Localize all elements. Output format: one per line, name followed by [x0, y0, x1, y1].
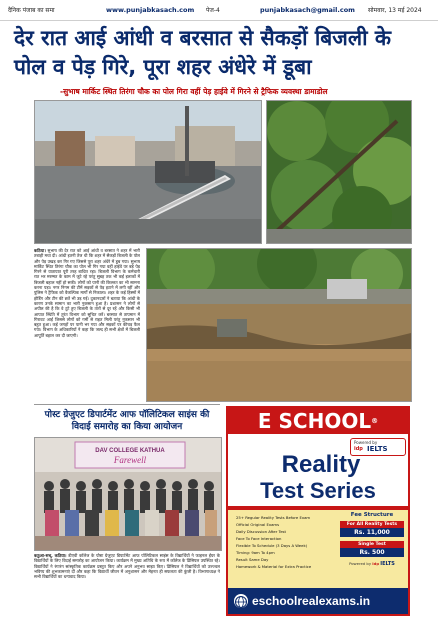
- ad-fee-box: [340, 512, 404, 586]
- masthead-email[interactable]: punjabkasach@gmail.com: [260, 6, 355, 14]
- main-story-dateline: कठिया।: [34, 248, 46, 253]
- globe-icon: [234, 594, 248, 608]
- ad-brand: E SCHOOL: [257, 409, 372, 433]
- ad-feature: • Result Same Day: [236, 556, 344, 563]
- eschool-ad[interactable]: [226, 406, 410, 616]
- main-subhead: -सुभाष मार्किट स्थित तिरंगा चौक का पोल गिरा वहीं पेड़ हाईवे में गिरने से ट्रैफिक व्यवस्था डामाडोल: [60, 87, 328, 96]
- ad-website[interactable]: eschoolrealexams.in: [252, 594, 371, 608]
- farewell-title: पोस्ट ग्रेजुएट डिपार्टमेंट आफ पॉलिटिकल साइंस की विदाई समारोह का किया आयोजन: [44, 410, 210, 432]
- ad-features: [230, 514, 344, 570]
- farewell-dateline: कठुआ-सच्, कठिया।: [34, 553, 67, 558]
- ad-powered-footer-label: Powered by: [349, 561, 372, 566]
- ad-title-1: Reality: [281, 451, 361, 478]
- farewell-text: [34, 553, 220, 613]
- ad-fee-all-price: Rs. 11,000: [340, 528, 404, 537]
- ad-partner-prefix-footer: idp: [372, 561, 380, 566]
- ad-fee-single-price: Rs. 500: [340, 548, 404, 557]
- ad-feature: • Face To Face Interaction: [236, 535, 344, 542]
- farewell-photo-image: [35, 438, 221, 550]
- ad-feature: • 25+ Regular Reality Tests Before Exam: [236, 514, 344, 521]
- ad-feature: • Flexible To Schedule (3 Days A Week): [236, 542, 344, 549]
- masthead: [0, 0, 438, 21]
- ad-fee-all: For All Reality Tests: [340, 521, 404, 528]
- ad-website-bar[interactable]: [228, 588, 408, 614]
- masthead-site[interactable]: www.punjabkasach.com: [106, 6, 195, 14]
- farewell-banner: DAV COLLEGE KATHUA: [95, 448, 165, 454]
- ad-partner-prefix: idp: [354, 446, 363, 452]
- masthead-tag: दैनिक पंजाब का समा: [8, 7, 55, 14]
- ad-partner: IELTS: [367, 445, 388, 453]
- photo-fallen-tree-image: [267, 101, 411, 243]
- ad-fee-single: Single Test: [340, 541, 404, 548]
- ad-feature: • Homework & Material for Extra Practice: [236, 563, 344, 570]
- main-headline: देर रात आई आंधी व बरसात से सैकड़ों बिजली के पोल व पेड़ गिरे, पूरा शहर अंधेरे में डूबा: [14, 26, 391, 79]
- masthead-page: पेज-4: [206, 7, 220, 14]
- farewell-photo: [34, 437, 222, 551]
- ad-powered-footer: [340, 561, 404, 567]
- farewell-story: [34, 404, 220, 615]
- ad-powered: Powered by: [354, 440, 378, 445]
- farewell-banner-sub: Farewell: [113, 455, 147, 465]
- main-story-text: [34, 248, 140, 400]
- ad-brand-tag: ®: [371, 417, 379, 425]
- ad-fee-title: Fee Structure: [350, 512, 394, 518]
- ad-feature: • Timing: 9am To 4pm: [236, 549, 344, 556]
- ad-feature: • Official Original Exams: [236, 521, 344, 528]
- ad-brand-bar: [228, 408, 408, 434]
- photo-fallen-tree: [266, 100, 412, 244]
- ad-partner-footer: IELTS: [380, 561, 395, 567]
- ad-feature: • Daily Discussion After Test: [236, 528, 344, 535]
- photo-flooded-road: [146, 248, 412, 402]
- farewell-body: डीएवी कॉलेज के पोस्ट ग्रेजुएट डिपार्टमेंट आफ पॉलिटिकल साइंस के विद्यार्थियों ने फाइनल ईयर के विद्यार्थियों के लिए विदाई समारोह का आयोजन किया। कार्यक्रम में मुख्य अतिथि के रूप में कॉलेज के प्रिंसिपल उपस्थित रहे। विद्यार्थियों ने रंगारंग सांस्कृतिक कार्यक्रम प्रस्तुत किए और अपने अनुभव साझा किए। प्रिंसिपल ने विद्यार्थियों को उज्ज्वल भविष्य की शुभकामनाएं दीं और कहा कि विद्यार्थी जीवन में अनुशासन और मेहनत ही सफलता की कुंजी है। विभागाध्यक्ष ने सभी विद्यार्थियों का धन्यवाद किया।: [34, 553, 220, 580]
- masthead-date: सोमवार, 13 मई 2024: [368, 7, 422, 14]
- photo-fallen-pole-image: [35, 101, 261, 243]
- photo-flooded-road-image: [147, 249, 411, 401]
- ad-title-2: Test Series: [260, 478, 376, 503]
- main-story-body: सुभाष की देर रात को आई आंधी व बरसात ने शहर में भारी तबाही मचा दी। आंधी इतनी तेज थी कि शहर में सैकड़ों बिजली के पोल और पेड़ उखड़ कर गिर गए जिससे पूरा शहर अंधेरे में डूब गया। सुभाष मार्किट स्थित तिरंगा चौक का पोल भी गिर गया वहीं हाईवे पर बड़े पेड़ गिरने से यातायात पूरी तरह बाधित रहा। बिजली विभाग के कर्मचारी रात भर मरम्मत के काम में जुटे रहे परंतु सुबह तक भी कई इलाकों में बिजली बहाल नहीं हो सकी। लोगों को पानी की किल्लत का भी सामना करना पड़ा। नगर निगम की टीमें सड़कों से पेड़ हटाने में लगी रहीं और पुलिस ने ट्रैफिक को वैकल्पिक मार्गों से निकाला। शहर के कई हिस्सों में होर्डिंग और टीन की छतें भी उड़ गईं। दुकानदारों ने बताया कि आंधी के कारण उनके सामान का भारी नुकसान हुआ है। प्रशासन ने लोगों से अपील की है कि वे टूटे हुए बिजली के तारों से दूर रहें और किसी भी आपात स्थिति में तुरंत विभाग को सूचित करें। बरसात से तापमान में गिरावट आई जिससे लोगों को गर्मी से राहत मिली परंतु नुकसान भी बहुत हुआ। कई जगहों पर पानी भर गया और सड़कों पर कीचड़ फैल गया। विभाग के अधिकारियों ने कहा कि जल्द ही सभी क्षेत्रों में बिजली आपूर्ति बहाल कर दी जाएगी।: [34, 248, 140, 338]
- photo-fallen-pole: [34, 100, 262, 244]
